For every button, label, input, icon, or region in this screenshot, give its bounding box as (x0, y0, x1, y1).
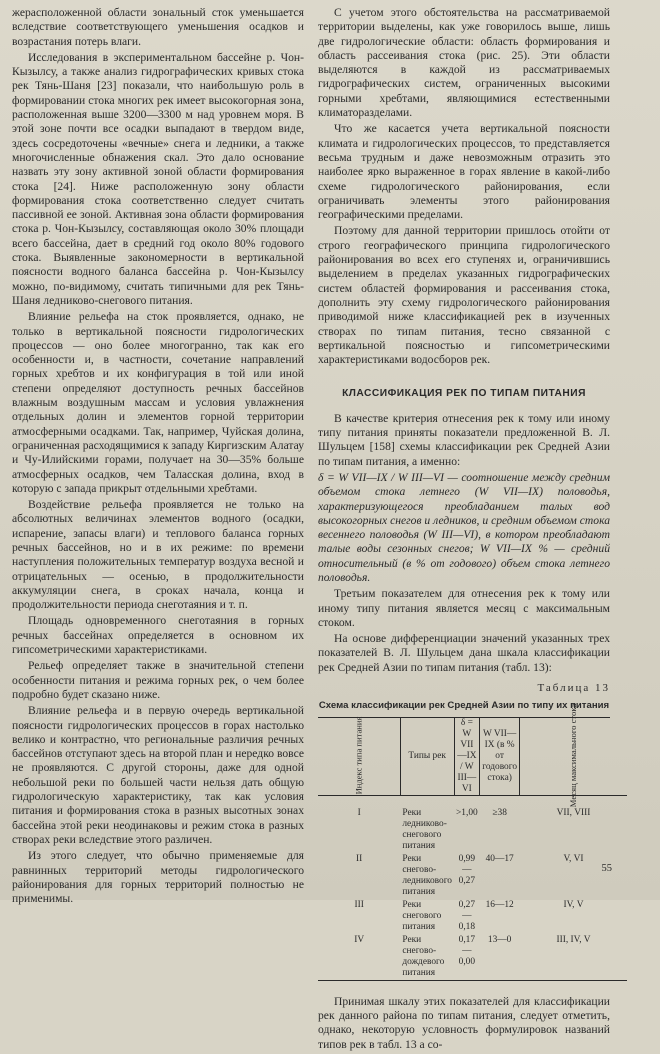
cell-percent: 13—0 (487, 934, 512, 945)
paragraph: Исследования в экспериментальном бассейне р. Чон-Кызылсу, а также анализ гидрографических кривых стока рек Тянь-Шаня [23] показали, что наибольшую роль в формировании стока многих рек имеет высокогорная зона, расположенная выше 3200—3300 м над уровнем моря. В этой зоне почти все осадки выпадают в твердом виде, здесь сосредоточены «вечные» снега и ледники, а также многочисленные обнажения скал. Это дало основание назвать эту зону активной зоной области формирования стока [24]. Ниже расположенную зону области формирования стока соответственно следует считать пассивной ее зоной. Активная зона области формирования стока р. Чон-Кызылсу, составляющая около 30% площади всего бассейна, дает в средний год около 80% годового стока. Выявленные закономерности в вертикальной поясности водного баланса бассейна р. Чон-Кызылсу можно, по-видимому, считать типичными для рек Тянь-Шаня ледниково-снегового питания. (12, 50, 304, 307)
cell-index: III (354, 899, 364, 910)
formula-paragraph: δ = W VII—IX / W III—VI — соотношение между средним объемом стока летнего (W VII—IX) половодья, характеризующегося преобладанием талых вод высокогорных снегов и ледников, и средним объемом стока весеннего половодья (W III—VI), в котором преобладают талые воды сезонных снегов; W VII—IX % — средний относительный (в % от годового) объем стока летнего половодья. (318, 470, 610, 584)
paragraph: Воздействие рельефа проявляется не только на абсолютных величинах элементов водного (осадки, испарение, запасы влаги) и теплового баланса горных речных бассейнов, но и в их режиме: по времени наступления положительных температур воздуха весной и отрицательных — осенью, в продолжительности аккумуляции снега, в сроках начала, конца и продолжительности периода снеготаяния и т. п. (12, 498, 304, 612)
header-percent: W VII—IX (в % от годового стока) (480, 718, 520, 796)
table-row (318, 899, 627, 934)
header-delta: δ = W VII—IX / W III—VI (454, 718, 480, 796)
paragraph: В качестве критерия отнесения рек к тому или иному типу питания приняты показатели предложенной В. Л. Шульцем [158] схемы классификации рек Средней Азии по типам питания, а именно: (318, 411, 610, 468)
paragraph: Третьим показателем для отнесения рек к тому или иному типу питания является месяц с максимальным стоком. (318, 587, 610, 629)
paragraph: Влияние рельефа на сток проявляется, однако, не только в вертикальной поясности гидрологических процессов — оно более многогранно, так как его особенности и, в частности, сочетание направлений горных хребтов и их конфигурация в той или иной степени определяют доступность речных бассейнов влажным воздушным массам и условия увлажнения отдельных долин и элементов горной территории атмосферными осадками. Так, например, Чуйская долина, ограниченная расходящимися к западу Киргизским Алатау и Чу-Илийскими горами, получает на 30—35% больше атмосферных осадков, чем Таласская долина, вход в которую с запада прикрыт отдельными хребтами. (12, 310, 304, 495)
header-type: Типы рек (400, 718, 454, 796)
cell-type: Реки ледниково-снегового питания (402, 807, 447, 851)
table-title: Схема классификации рек Средней Азии по типу их питания (318, 699, 610, 717)
cell-type: Реки снегового питания (402, 899, 442, 932)
cell-index: II (356, 853, 363, 864)
table-row (318, 934, 627, 981)
cell-delta: 0,27—0,18 (458, 899, 476, 932)
cell-month: VII, VIII (556, 807, 591, 818)
header-max-month: Месяц максимального стока (520, 718, 628, 796)
cell-type: Реки снегово-ледникового питания (402, 853, 452, 897)
left-column (12, 6, 304, 908)
paragraph: На основе дифференциации значений указанных трех показателей В. Л. Шульцем дана шкала классификации рек Средней Азии по типам питания (табл. 13): (318, 632, 610, 674)
header-index: Индекс типа питания (318, 718, 400, 796)
cell-type: Реки снегово-дождевого питания (402, 934, 445, 978)
paragraph: С учетом этого обстоятельства на рассматриваемой территории выделены, как уже говорилось выше, лишь две гидрологические области: область формирования и область рассеивания стока (рис. 25). Эти области выделяются в каждой из рассматриваемых гидрографических систем, ограниченных высокими горными хребтами, являющимися естественными климаторазделами. (318, 6, 610, 120)
paragraph: Из этого следует, что обычно применяемые для равнинных территорий методы гидрологического районирования для горных территорий полностью не применимы. (12, 849, 304, 906)
paragraph: Принимая шкалу этих показателей для классификации рек данного района по типам питания, следует отметить, однако, некоторую условность формулировок названий типов рек в табл. 13 а со- (318, 994, 610, 1051)
cell-delta: 0,17—0,00 (458, 934, 476, 967)
paragraph: Площадь одновременного снеготаяния в горных речных бассейнах определяется в основном их гипсометрическими характеристиками. (12, 614, 304, 657)
cell-percent: 40—17 (485, 853, 514, 864)
table-row (318, 795, 627, 853)
paragraph: Поэтому для данной территории пришлось отойти от строго географического принципа гидрологического районирования во всех его ступенях и, ограничившись выделением в пределах указанных гидрографических систем областей формирования и рассеивания стока, дополнить эту схему гидрологического районирования приводимой ниже классификацией рек в изученных створах по типам питания, тесно связанной с вертикальной поясностью и гипсометрическими характеристиками водосборов рек. (318, 224, 610, 367)
paragraph: жерасположенной области зональный сток уменьшается вследствие соответствующего уменьшения осадков и возрастания потерь влаги. (12, 6, 304, 48)
cell-percent: ≥38 (492, 807, 507, 818)
table-label: Таблица 13 (537, 682, 610, 695)
cell-month: V, VI (563, 853, 584, 864)
paragraph: Что же касается учета вертикальной поясности климата и гидрологических процессов, то представляется весьма трудным и даже невозможным отразить это наиболее ярко выраженное в горах явление в какой-либо схеме гидрологического районирования, если ограничивать элементы этого районирования географическими пределами. (318, 122, 610, 222)
paragraph: Влияние рельефа и в первую очередь вертикальной поясности гидрологических процессов в горах настолько велико и контрастно, что региональные различия речных бассейнов отступают здесь на второй план и нередко вовсе не проявляются. С другой стороны, даже для одной небольшой реки по большей части нельзя дать общую гидрологическую характеристику, так как условия питания и формирования стока в разных высотных зонах бассейна этой реки неодинаковы и режим стока в разных створах реки вследствие этого различен. (12, 704, 304, 846)
table-header-row (318, 718, 627, 796)
cell-month: III, IV, V (556, 934, 591, 945)
paragraph: Рельеф определяет также в значительной степени особенности питания и режима горных рек, о чем более подробно будет сказано ниже. (12, 659, 304, 701)
cell-index: IV (354, 934, 365, 945)
cell-index: I (357, 807, 361, 818)
section-heading: КЛАССИФИКАЦИЯ РЕК ПО ТИПАМ ПИТАНИЯ (342, 388, 586, 400)
page-number: 55 (601, 863, 612, 874)
cell-delta: 0,99—0,27 (458, 853, 476, 886)
table-row (318, 853, 627, 899)
right-column (318, 6, 610, 1054)
cell-delta: >1,00 (456, 807, 478, 818)
cell-month: IV, V (563, 899, 584, 910)
cell-percent: 16—12 (485, 899, 514, 910)
